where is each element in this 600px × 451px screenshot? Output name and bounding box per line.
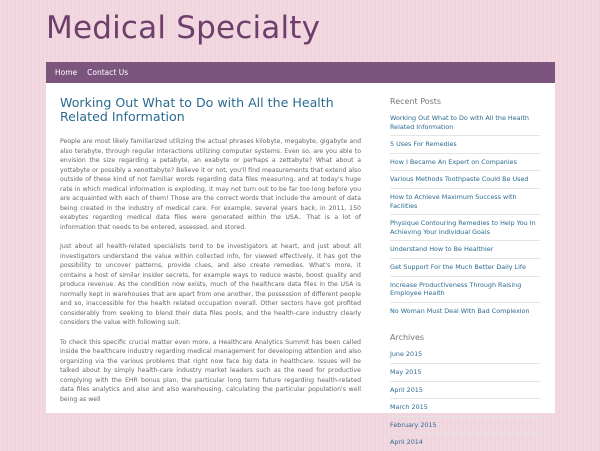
recent-post-link[interactable]: Physique Contouring Remedies to Help You In Achieving Your Individual Goals: [390, 214, 540, 240]
site-title[interactable]: Medical Specialty: [46, 10, 321, 46]
recent-posts-list: [390, 114, 540, 319]
recent-post-link[interactable]: Understand How to Be Healthier: [390, 240, 540, 258]
recent-post-link[interactable]: Working Out What to Do with All the Health Related Information: [390, 114, 529, 131]
archive-link[interactable]: April 2015: [390, 381, 540, 399]
archive-link[interactable]: May 2015: [390, 363, 540, 381]
nav-contact-us[interactable]: Contact Us: [87, 68, 129, 77]
recent-post-link[interactable]: Get Support For the Much Better Daily Life: [390, 258, 540, 276]
post-title[interactable]: Working Out What to Do with All the Health Related Information: [60, 95, 334, 124]
main-navigation: [46, 62, 555, 83]
post-paragraph: Just about all health-related specialists tend to be investigators at heart, and just about all investigators understand the value within collected info, for viewed effectively, it has got the possibility to uncover patterns, provide clues, and also create remedies. What's more, it contains a host of similar insider secrets, for example ways to reduce waste, boost quality and produce revenue. As the condition now exists, much of the healthcare data files in the USA is normally kept in warehouses that are apart from one another, the possession of different people and so, inaccessible for the health related occupation overall. Other sectors have got profited considerably from seeking to blend their data files pools, and the health-care industry clearly considers the value with following suit.: [60, 243, 361, 326]
post-paragraph: To check this specific crucial matter even more, a Healthcare Analytics Summit has been called inside the healthcare industry regarding medical management for developing attention and also organizing via the various problems that right now face big data in healthcare. Issues will be talked about by simply health-care industry market leaders such as the need for productive complying with the EHR bonus plan, the particular long term future regarding health-related data files analytics and also and also warehousing, calculating the particular population's well being as well: [60, 338, 361, 403]
post-body: [60, 137, 361, 414]
recent-post-link[interactable]: How to Achieve Maximum Success with Facilities: [390, 188, 540, 214]
archives-heading: Archives: [390, 333, 425, 343]
recent-post-link[interactable]: 5 Uses For Remedies: [390, 135, 540, 153]
archive-link[interactable]: March 2015: [390, 398, 540, 416]
archive-link[interactable]: February 2015: [390, 416, 540, 434]
recent-post-link[interactable]: Increase Productiveness Through Raising Employee Health: [390, 276, 540, 302]
recent-posts-widget: [390, 97, 540, 319]
archive-link[interactable]: June 2015: [390, 350, 423, 359]
recent-post-link[interactable]: No Woman Must Deal With Bad Complexion: [390, 302, 540, 320]
recent-post-link[interactable]: Various Methods Toothpaste Could Be Used: [390, 170, 540, 188]
nav-home[interactable]: Home: [55, 68, 78, 77]
recent-posts-heading: Recent Posts: [390, 97, 442, 106]
archive-link[interactable]: April 2014: [390, 433, 540, 451]
sidebar: [390, 97, 540, 451]
archives-list: [390, 350, 540, 451]
post-paragraph: People are most likely familiarized utilizing the actual phrases kilobyte, megabyte, gigabyte and also terabyte, through regular interactions utilizing computer systems. Even so, are you able to envision the size regarding a petabyte, an exabyte or perhaps a zettabyte? What about a yottabyte or possibly a xenottabyte? Believe it or not, you'll find measurements that extend also outside of these kind of not familiar words regarding data files measuring, and at today's huge rate in which medical information is exploding, it may not turn out to be far too long before you are acquainted with each of them! Those are the correct words that include the amount of data being created in the industry of medical care. For example, several years back, in 2011, 150 exabytes regarding medical data files were generated within the USA.. That is a lot of information that needs to be entered, assessed, and stored.: [60, 138, 361, 231]
recent-post-link[interactable]: How I Became An Expert on Companies: [390, 153, 540, 171]
archives-widget: [390, 333, 540, 451]
content-panel: [46, 83, 555, 447]
